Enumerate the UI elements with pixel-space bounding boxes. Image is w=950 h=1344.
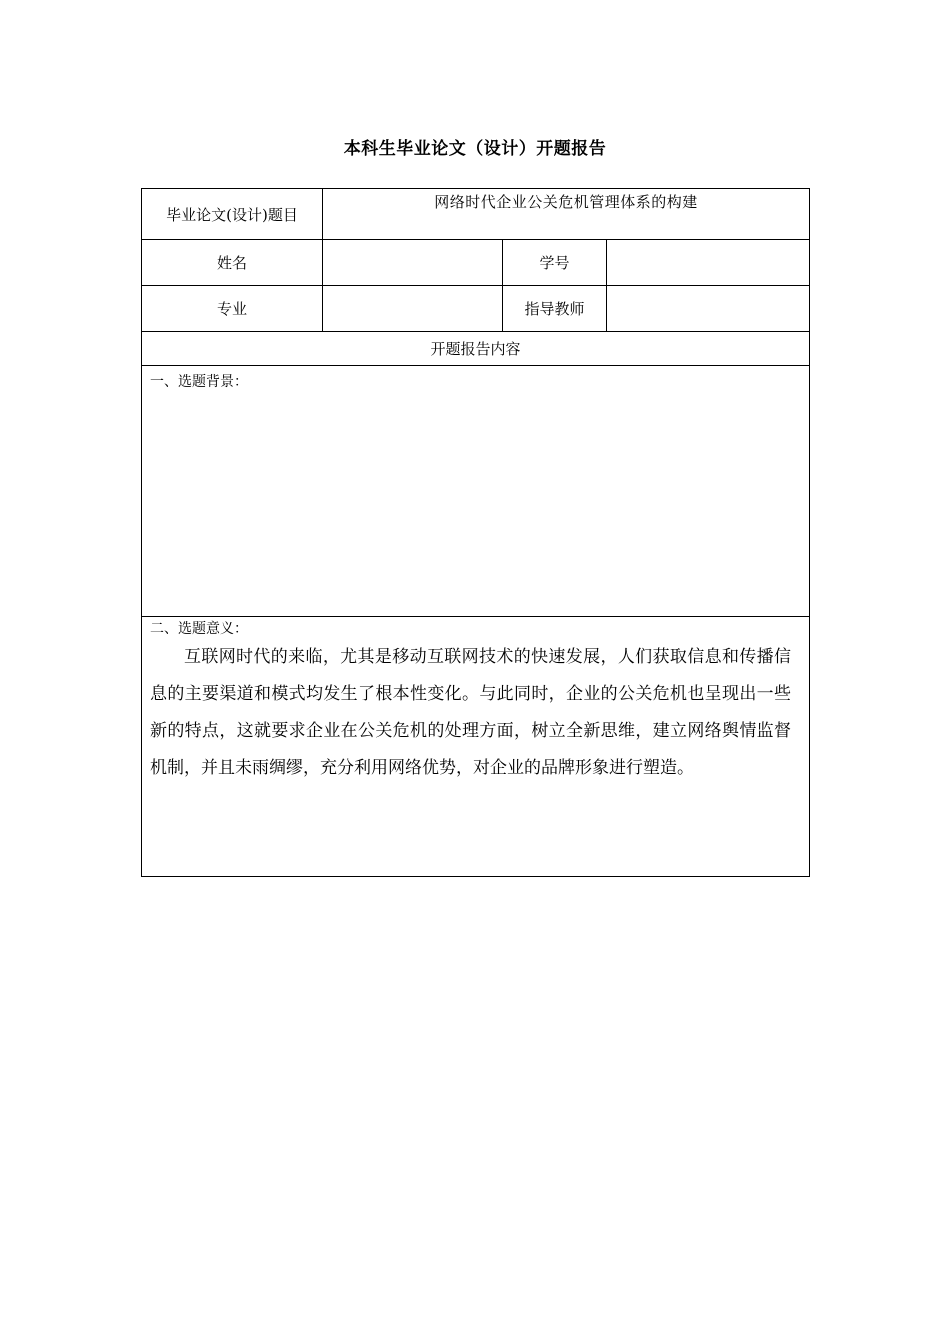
major-row	[142, 286, 810, 332]
background-label: 一、选题背景：	[150, 374, 248, 390]
proposal-form-table	[141, 188, 810, 877]
significance-label: 二、选题意义：	[150, 621, 248, 637]
significance-section	[142, 617, 810, 877]
significance-row	[142, 617, 810, 877]
name-label: 姓名	[142, 240, 323, 286]
student-id-value	[607, 240, 810, 286]
topic-label: 毕业论文(设计)题目	[142, 189, 323, 240]
major-label: 专业	[142, 286, 323, 332]
topic-row	[142, 189, 810, 240]
major-value	[323, 286, 503, 332]
content-header: 开题报告内容	[142, 332, 810, 366]
advisor-value	[607, 286, 810, 332]
background-section	[142, 366, 810, 617]
topic-value: 网络时代企业公关危机管理体系的构建	[434, 193, 698, 211]
topic-value-cell	[323, 189, 810, 240]
student-id-label: 学号	[503, 240, 607, 286]
background-row	[142, 366, 810, 617]
advisor-label: 指导教师	[503, 286, 607, 332]
name-value	[323, 240, 503, 286]
content-header-row	[142, 332, 810, 366]
document-title: 本科生毕业论文（设计）开题报告	[343, 139, 607, 159]
name-row	[142, 240, 810, 286]
significance-text: 互联网时代的来临，尤其是移动互联网技术的快速发展，人们获取信息和传播信息的主要渠道和模式均发生了根本性变化。与此同时，企业的公关危机也呈现出一些新的特点，这就要求企业在公关危机的处理方面，树立全新思维，建立网络舆情监督机制，并且未雨绸缪，充分利用网络优势，对企业的品牌形象进行塑造。	[150, 647, 791, 778]
